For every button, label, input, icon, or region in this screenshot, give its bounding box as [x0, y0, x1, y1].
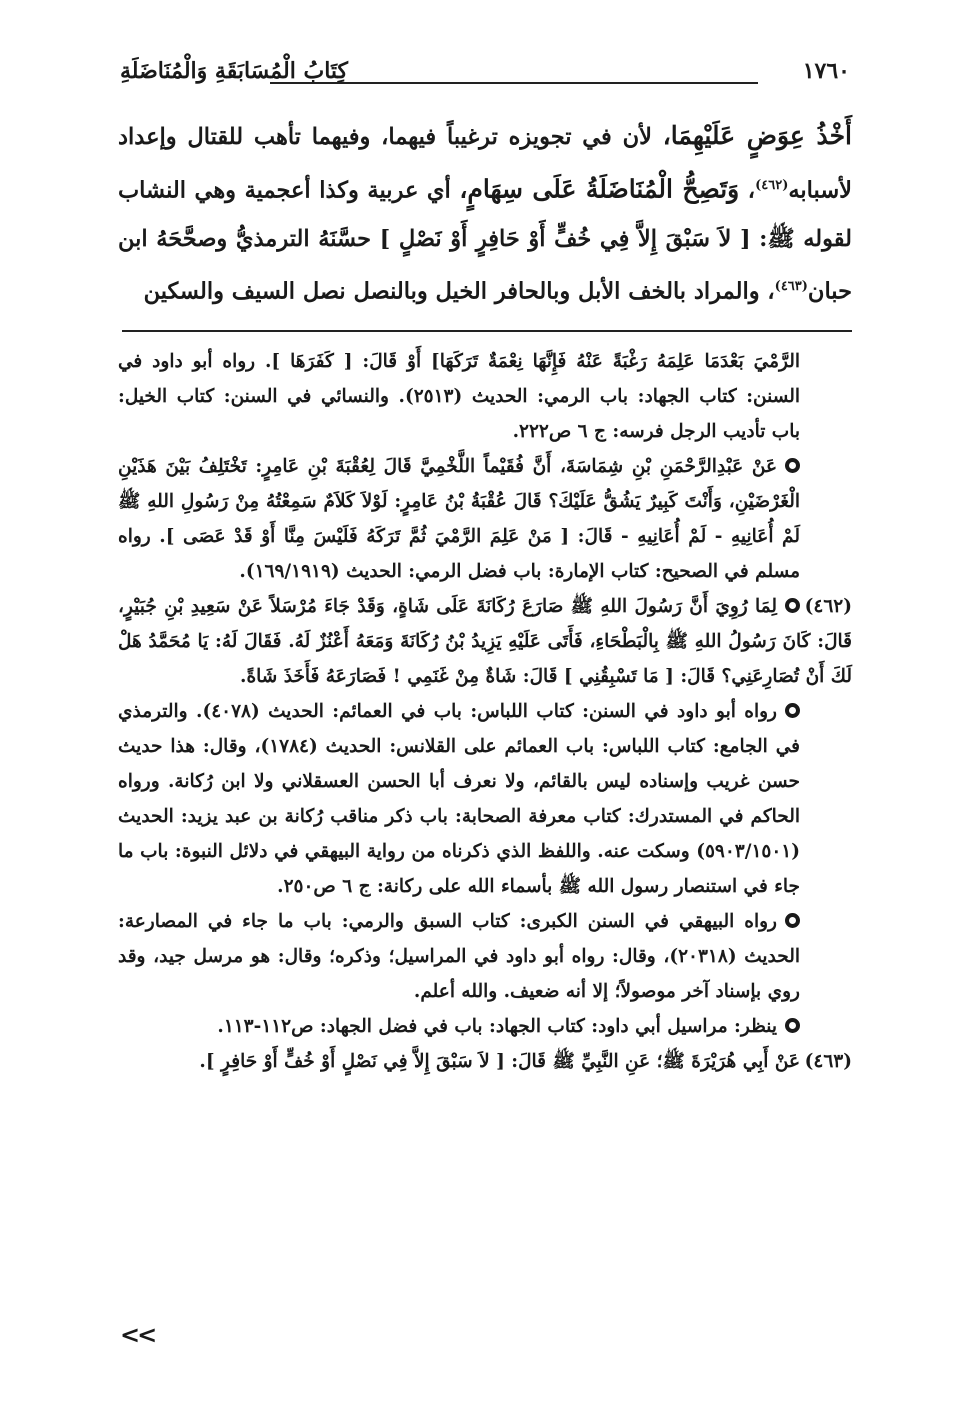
main-text-run: حبان	[807, 278, 852, 305]
main-text-run: ،	[739, 177, 756, 203]
bullet-icon	[785, 598, 800, 613]
footnote-bullet-item	[118, 1009, 852, 1044]
footnote-text: لِمَا رُوِيَ أَنَّ رَسُولَ اللهِ ﷺ صَارَعَ رُكَانَةَ عَلَى شَاةٍ، وَقَدْ جَاءَ مُرْسَلاً عَنْ سَعِيدِ بْنِ جُبَيْرٍ، قَالَ: كَانَ رَسُولُ اللهِ ﷺ بِالْبَطْحَاءِ، فَأَتَى عَلَيْهِ يَزِيدُ بْنُ رُكَانَةَ وَمَعَهُ أَعْنُزٌ لَهُ. فَقَالَ لَهُ: يَا مُحَمَّدُ هَلْ لَكَ أَنْ تُصَارِعَنِي؟ قَالَ: [ مَا تَسْبِقُنِي ] قَالَ: شَاةٌ مِنْ غَنَمِي ! فَصَارَعَهُ فَأَخَذَ شَاةً.	[118, 596, 852, 687]
footnote-ref-462[interactable]: (٤٦٢)	[755, 177, 789, 193]
footnote-number: (٤٦٢)	[804, 596, 852, 617]
main-text-run: لأسبابه	[788, 177, 852, 203]
matn-highlight: أَخْذُ عِوَضٍ عَلَيْهِمَا،	[662, 121, 852, 150]
main-text	[118, 112, 852, 316]
bullet-icon	[785, 1018, 800, 1033]
footnote-text: عَنْ عَبْدِالرَّحْمَنِ بْنِ شِمَاسَةَ، أَنَّ فُقَيْماً اللَّخْمِيَّ قَالَ لِعُقْبَةَ بْنِ عَامِرٍ: تَخْتَلِفُ بَيْنَ هَذَيْنِ الْغَرْضَيْنِ، وَأَنْتَ كَبِيرٌ يَشُقُّ عَلَيْكَ؟ قَالَ عُقْبَةُ بْنُ عَامِرٍ: لَوْلاَ كَلاَمٌ سَمِعْتُهُ مِنْ رَسُولِ اللهِ ﷺ لَمْ أُعَانِيهِ - لَمْ أُعَانِيهِ - قَالَ: [ مَنْ عَلِمَ الرَّمْيَ ثُمَّ تَرَكَهُ فَلَيْسَ مِنَّا أَوْ قَدْ عَصَى ]. رواه مسلم في الصحيح: كتاب الإمارة: باب فضل الرمي: الحديث (١٦٩/١٩١٩).	[118, 456, 800, 582]
footnote-continuation: الرَّمْيَ بَعْدَمَا عَلِمَهُ رَغْبَةً عَنْهُ فَإِنَّهَا نِعْمَةٌ تَرَكَهَا] أَوْ قَالَ: [ كَفَرَهَا ]. رواه أبو داود في السنن: كتاب الجهاد: باب الرمي: الحديث (٢٥١٣). والنسائي في السنن: كتاب الخيل: باب تأديب الرجل فرسه: ج ٦ ص٢٢٢.	[118, 351, 800, 442]
page-number: ١٧٦٠	[802, 58, 850, 84]
main-text-run: لقوله ﷺ: [ لاَ سَبْقَ إِلاَّ فِي خُفٍّ أَوْ حَافِرٍ أَوْ نَصْلٍ ] حسَّنَهُ الترمذيُّ وصحَّحَهُ ابن	[118, 225, 852, 252]
footnote-ref-463[interactable]: (٤٦٣)	[774, 279, 808, 294]
footnote-number: (٤٦٣)	[804, 1051, 852, 1072]
main-text-run: لأن في تجويزه ترغيباً فيهما، وفيهما تأهب للقتال وإعداد	[118, 124, 663, 150]
footnote-bullet-item	[118, 694, 852, 904]
footnote-462	[118, 589, 852, 694]
footnote-text: رواه أبو داود في السنن: كتاب اللباس: باب في العمائم: الحديث (٤٠٧٨). والترمذي في الجامع: كتاب اللباس: باب العمائم على القلانس: الحديث (١٧٨٤)، وقال: هذا حديث حسن غريب وإسناده ليس بالقائم، ولا نعرف أبا الحسن العسقلاني ولا ابن رُكانة. ورواه الحاكم في المستدرك: كتاب معرفة الصحابة: باب ذكر مناقب رُكانة بن عبد يزيد: الحديث (٥٩٠٣/١٥٠١) وسكت عنه. واللفظ الذي ذكرناه من رواية البيهقي في دلائل النبوة: باب ما جاء في استنصار رسول الله ﷺ بأسماء الله على ركانة: ج ٦ ص٢٥٠.	[118, 701, 800, 897]
main-text-run: ، والمراد بالخف الأبل وبالحافر الخيل وبالنصل نصل السيف والسكين	[143, 278, 775, 305]
main-paragraph	[118, 112, 852, 316]
running-header	[120, 58, 850, 92]
footnote-text: رواه البيهقي في السنن الكبرى: كتاب السبق والرمي: باب ما جاء في المصارعة: الحديث (٢٠٣١٨)، وقال: رواه أبو داود في المراسيل؛ وذكره؛ وقال: هو مرسل جيد، وقد روي بإسناد آخر موصولاً؛ إلا أنه ضعيف. والله أعلم.	[118, 911, 800, 1002]
bullet-icon	[785, 703, 800, 718]
bullet-icon	[785, 913, 800, 928]
footnote-text: ينظر: مراسيل أبي داود: كتاب الجهاد: باب في فضل الجهاد: ص١١٢-١١٣.	[217, 1016, 777, 1037]
footnote-separator	[122, 330, 852, 332]
footnote-bullet-item	[118, 904, 852, 1009]
matn-highlight: وَتَصِحُّ الْمُنَاضَلَةُ عَلَى سِهَامٍ،	[459, 174, 740, 203]
bullet-icon	[785, 458, 800, 473]
footnote-bullet-item	[118, 449, 852, 589]
header-rule	[270, 82, 758, 84]
book-title: كِتَابُ الْمُسَابَقَةِ وَالْمُنَاضَلَةِ	[120, 58, 349, 84]
footnotes	[118, 344, 852, 1079]
continue-arrows-icon: <<	[120, 1320, 155, 1349]
main-text-run: أي عربية وكذا أعجمية وهي النشاب	[118, 177, 460, 203]
footnote-text: عَنْ أَبِي هُرَيْرَةَ ﷺ؛ عَنِ النَّبِيِّ ﷺ قَالَ: [ لاَ سَبْقَ إِلاَّ فِي نَصْلٍ أَوْ خُفٍّ أَوْ حَافِرٍ ].	[199, 1051, 800, 1072]
footnote-463	[118, 1044, 852, 1079]
